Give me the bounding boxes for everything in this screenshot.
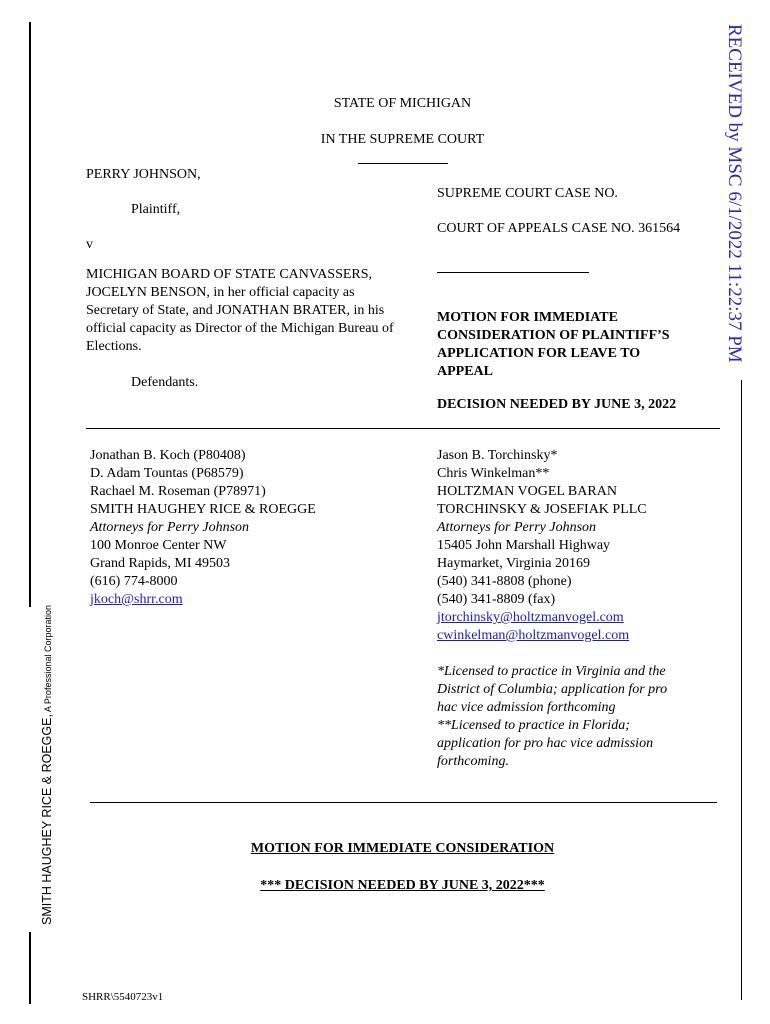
decision-deadline: DECISION NEEDED BY JUNE 3, 2022 bbox=[437, 397, 677, 412]
counsel-role: Attorneys for Perry Johnson bbox=[437, 520, 597, 535]
counsel-left bbox=[90, 447, 316, 609]
counsel-role: Attorneys for Perry Johnson bbox=[90, 520, 250, 535]
address-line: Grand Rapids, MI 49503 bbox=[90, 556, 230, 571]
defendants-block bbox=[86, 266, 394, 356]
right-margin-bar bbox=[741, 380, 742, 1000]
counsel-line: Jason B. Torchinsky* bbox=[437, 448, 558, 463]
license-note: application for pro hac vice admission bbox=[437, 736, 654, 751]
motion-title bbox=[437, 309, 670, 381]
plaintiff-role: Plaintiff, bbox=[131, 202, 181, 217]
counsel-line: TORCHINSKY & JOSEFIAK PLLC bbox=[437, 502, 647, 517]
versus: v bbox=[86, 237, 93, 252]
counsel-line: Chris Winkelman** bbox=[437, 466, 550, 481]
caption-divider bbox=[86, 428, 720, 429]
defendants-role: Defendants. bbox=[131, 375, 199, 390]
court-header: IN THE SUPREME COURT bbox=[320, 132, 485, 147]
email-link[interactable]: cwinkelman@holtzmanvogel.com bbox=[437, 628, 630, 643]
license-note: hac vice admission forthcoming bbox=[437, 700, 616, 715]
address-line: (540) 341-8809 (fax) bbox=[437, 592, 556, 607]
case-rule bbox=[437, 272, 589, 273]
address-line: 100 Monroe Center NW bbox=[90, 538, 227, 553]
state-header: STATE OF MICHIGAN bbox=[333, 96, 472, 111]
license-note: *Licensed to practice in Virginia and the bbox=[437, 664, 666, 679]
body-subheading: *** DECISION NEEDED BY JUNE 3, 2022*** bbox=[260, 878, 545, 893]
defendant-line: Elections. bbox=[86, 339, 142, 354]
address-line: 15405 John Marshall Highway bbox=[437, 538, 611, 553]
motion-title-line: APPEAL bbox=[437, 364, 493, 379]
defendant-line: MICHIGAN BOARD OF STATE CANVASSERS, bbox=[86, 267, 373, 282]
body-heading: MOTION FOR IMMEDIATE CONSIDERATION bbox=[250, 841, 555, 856]
counsel-right bbox=[437, 447, 667, 771]
license-note: forthcoming. bbox=[437, 754, 509, 769]
address-line: Haymarket, Virginia 20169 bbox=[437, 556, 591, 571]
sidebar-suffix: A Professional Corporation bbox=[43, 605, 53, 715]
counsel-line: HOLTZMAN VOGEL BARAN bbox=[437, 484, 617, 499]
left-margin-bar-bottom bbox=[29, 932, 31, 1004]
email-link[interactable]: jtorchinsky@holtzmanvogel.com bbox=[437, 610, 624, 625]
header-rule bbox=[358, 163, 448, 164]
defendant-line: Secretary of State, and JONATHAN BRATER, in his bbox=[86, 303, 385, 318]
address-line: (616) 774-8000 bbox=[90, 574, 178, 589]
motion-title-line: MOTION FOR IMMEDIATE bbox=[437, 310, 618, 325]
document-id: SHRR\5540723v1 bbox=[82, 991, 164, 1003]
counsel-line: Jonathan B. Koch (P80408) bbox=[90, 448, 246, 463]
counsel-line: D. Adam Tountas (P68579) bbox=[90, 466, 244, 481]
license-note: District of Columbia; application for pro bbox=[437, 682, 668, 697]
supreme-court-case-no: SUPREME COURT CASE NO. bbox=[437, 186, 618, 201]
address-line: (540) 341-8808 (phone) bbox=[437, 574, 572, 589]
plaintiff-name: PERRY JOHNSON, bbox=[86, 167, 201, 182]
defendant-line: JOCELYN BENSON, in her official capacity as bbox=[86, 285, 355, 300]
counsel-line: Rachael M. Roseman (P78971) bbox=[90, 484, 266, 499]
counsel-divider bbox=[90, 802, 717, 803]
email-link[interactable]: jkoch@shrr.com bbox=[90, 592, 183, 607]
motion-title-line: APPLICATION FOR LEAVE TO bbox=[437, 346, 641, 361]
motion-title-line: CONSIDERATION OF PLAINTIFF’S bbox=[437, 328, 670, 343]
received-stamp: RECEIVED by MSC 6/1/2022 11:22:37 PM bbox=[724, 24, 745, 363]
counsel-line: SMITH HAUGHEY RICE & ROEGGE bbox=[90, 502, 316, 517]
sidebar-firm: SMITH HAUGHEY RICE & ROEGGE, bbox=[40, 714, 54, 925]
appeals-case-no: COURT OF APPEALS CASE NO. 361564 bbox=[437, 221, 681, 236]
defendant-line: official capacity as Director of the Michigan Bureau of bbox=[86, 321, 394, 336]
license-note: **Licensed to practice in Florida; bbox=[437, 718, 630, 733]
